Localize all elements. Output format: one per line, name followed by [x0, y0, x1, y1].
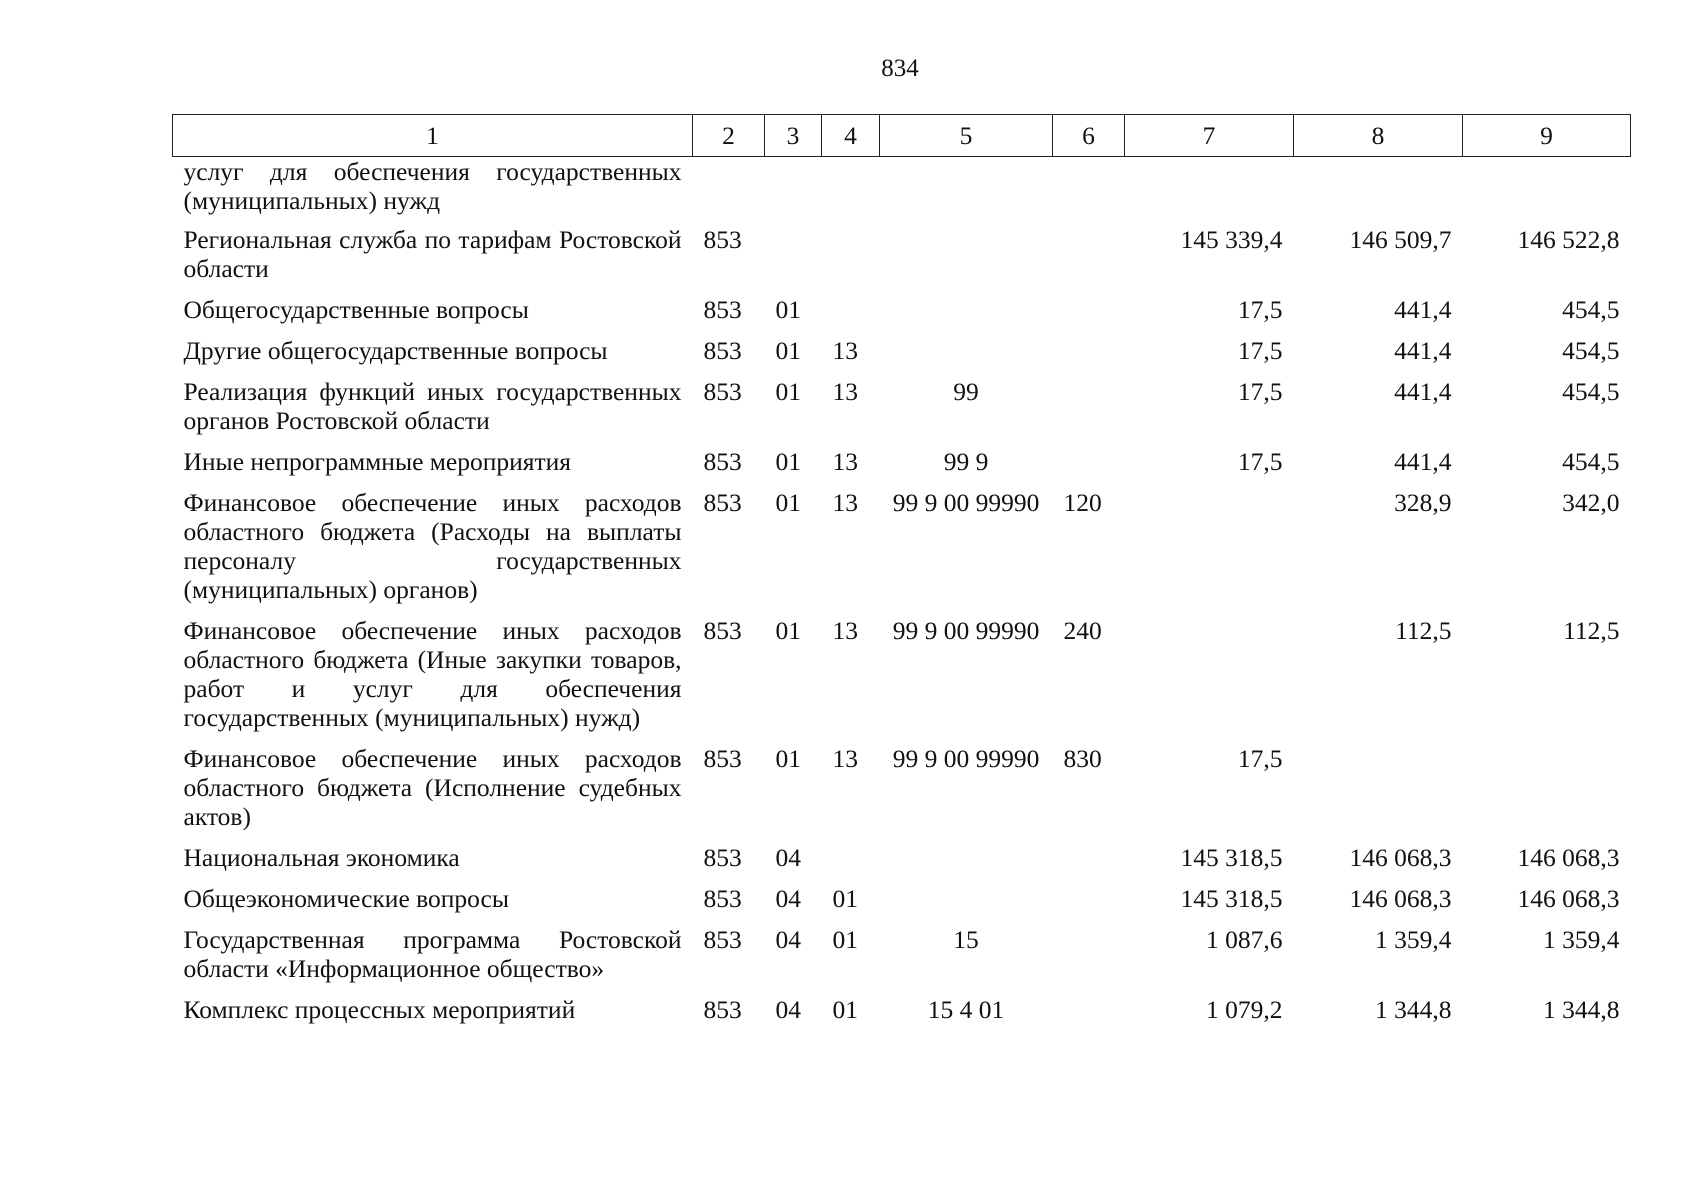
target-article-code: 15 4 01	[927, 995, 1005, 1024]
amount-col-8: 1 359,4	[1375, 925, 1452, 954]
subsection-code: 13	[832, 616, 858, 645]
target-article-code	[880, 157, 1053, 226]
ministry-code: 853	[703, 616, 742, 645]
section-code: 01	[775, 336, 801, 365]
amount-col-7: 17,5	[1237, 447, 1283, 476]
subsection-code: 13	[832, 336, 858, 365]
header-row	[173, 115, 1631, 157]
row-name: Реализация функций иных государственных органов Ростовской области	[183, 377, 682, 435]
subsection-code	[822, 843, 880, 884]
row-name: Государственная программа Ростовской области «Информационное общество»	[183, 925, 682, 983]
amount-col-9: 146 068,3	[1517, 843, 1620, 872]
target-article-code: 15	[953, 925, 979, 954]
amount-col-7: 17,5	[1237, 295, 1283, 324]
table-row	[173, 616, 1631, 744]
row-name: Иные непрограммные мероприятия	[183, 447, 572, 476]
target-article-code	[880, 884, 1053, 925]
table-row	[173, 488, 1631, 616]
target-article-code: 99	[953, 377, 979, 406]
expense-type-code	[1053, 157, 1125, 226]
column-header-3: 3	[765, 115, 822, 157]
page-number: 834	[881, 55, 919, 82]
amount-col-8: 328,9	[1394, 488, 1452, 517]
amount-col-8: 441,4	[1394, 336, 1452, 365]
amount-col-8: 1 344,8	[1375, 995, 1452, 1024]
section-code: 01	[775, 447, 801, 476]
column-header-6: 6	[1053, 115, 1125, 157]
section-code: 04	[775, 925, 801, 954]
subsection-code: 13	[832, 377, 858, 406]
amount-col-9: 146 068,3	[1517, 884, 1620, 913]
table-body	[173, 157, 1631, 1025]
expense-type-code	[1053, 377, 1125, 447]
amount-col-8: 146 068,3	[1349, 843, 1452, 872]
expense-type-code: 830	[1063, 744, 1102, 773]
column-header-8: 8	[1294, 115, 1463, 157]
section-code: 01	[775, 744, 801, 773]
amount-col-9: 454,5	[1562, 377, 1620, 406]
ministry-code: 853	[703, 884, 742, 913]
target-article-code	[880, 336, 1053, 377]
ministry-code: 853	[703, 336, 742, 365]
expense-type-code	[1053, 925, 1125, 995]
column-header-2: 2	[693, 115, 765, 157]
target-article-code: 99 9 00 99990	[892, 488, 1040, 517]
table-header	[173, 115, 1631, 157]
amount-col-9: 342,0	[1562, 488, 1620, 517]
amount-col-7: 17,5	[1237, 377, 1283, 406]
column-header-4: 4	[822, 115, 880, 157]
amount-col-7: 145 339,4	[1180, 225, 1283, 254]
subsection-code: 01	[832, 995, 858, 1024]
table-row	[173, 157, 1631, 226]
table-row	[173, 925, 1631, 995]
column-header-5: 5	[880, 115, 1053, 157]
amount-col-8: 146 509,7	[1349, 225, 1452, 254]
amount-col-8: 441,4	[1394, 295, 1452, 324]
subsection-code: 13	[832, 744, 858, 773]
amount-col-9	[1463, 157, 1631, 226]
amount-col-7: 145 318,5	[1180, 884, 1283, 913]
amount-col-7	[1125, 157, 1294, 226]
expense-type-code	[1053, 336, 1125, 377]
amount-col-9: 454,5	[1562, 336, 1620, 365]
expense-type-code	[1053, 225, 1125, 295]
row-name: Другие общегосударственные вопросы	[183, 336, 608, 365]
subsection-code: 13	[832, 447, 858, 476]
amount-col-8: 146 068,3	[1349, 884, 1452, 913]
table-row	[173, 843, 1631, 884]
amount-col-9: 112,5	[1563, 616, 1620, 645]
table-row	[173, 447, 1631, 488]
amount-col-9: 1 344,8	[1543, 995, 1620, 1024]
amount-col-8	[1294, 157, 1463, 226]
section-code: 01	[775, 295, 801, 324]
expense-type-code: 240	[1063, 616, 1102, 645]
target-article-code: 99 9 00 99990	[892, 616, 1040, 645]
row-name: Финансовое обеспечение иных расходов областного бюджета (Расходы на выплаты персоналу государственных (муниципальных) органов)	[183, 488, 682, 604]
row-name: Финансовое обеспечение иных расходов областного бюджета (Иные закупки товаров, работ и услуг для обеспечения государственных (муниципальных) нужд)	[183, 616, 682, 732]
ministry-code: 853	[703, 295, 742, 324]
ministry-code: 853	[703, 488, 742, 517]
amount-col-8	[1294, 744, 1463, 843]
subsection-code	[822, 295, 880, 336]
table-row	[173, 225, 1631, 295]
table-row	[173, 336, 1631, 377]
column-header-7: 7	[1125, 115, 1294, 157]
amount-col-8: 441,4	[1394, 377, 1452, 406]
expense-type-code	[1053, 843, 1125, 884]
expense-type-code	[1053, 995, 1125, 1024]
section-code: 04	[775, 843, 801, 872]
amount-col-7: 1 087,6	[1206, 925, 1283, 954]
target-article-code	[880, 225, 1053, 295]
amount-col-9: 1 359,4	[1543, 925, 1620, 954]
table-row	[173, 884, 1631, 925]
table-row	[173, 295, 1631, 336]
ministry-code: 853	[703, 843, 742, 872]
table-row	[173, 995, 1631, 1024]
subsection-code: 01	[832, 925, 858, 954]
row-name: услуг для обеспечения государственных (муниципальных) нужд	[183, 157, 682, 215]
row-name: Общеэкономические вопросы	[183, 884, 509, 913]
subsection-code: 01	[832, 884, 858, 913]
ministry-code: 853	[703, 925, 742, 954]
amount-col-9: 454,5	[1562, 295, 1620, 324]
column-header-1: 1	[173, 115, 693, 157]
amount-col-9: 146 522,8	[1517, 225, 1620, 254]
row-name: Финансовое обеспечение иных расходов областного бюджета (Исполнение судебных актов)	[183, 744, 682, 831]
section-code	[765, 157, 822, 226]
amount-col-7: 17,5	[1237, 336, 1283, 365]
section-code	[765, 225, 822, 295]
expense-type-code	[1053, 884, 1125, 925]
expense-type-code: 120	[1063, 488, 1102, 517]
section-code: 01	[775, 488, 801, 517]
ministry-code: 853	[703, 447, 742, 476]
row-name: Комплекс процессных мероприятий	[183, 995, 576, 1024]
row-name: Национальная экономика	[183, 843, 460, 872]
amount-col-9	[1463, 744, 1631, 843]
section-code: 01	[775, 616, 801, 645]
amount-col-7: 1 079,2	[1206, 995, 1283, 1024]
amount-col-7: 145 318,5	[1180, 843, 1283, 872]
ministry-code	[693, 157, 765, 226]
amount-col-7: 17,5	[1237, 744, 1283, 773]
target-article-code: 99 9	[943, 447, 989, 476]
section-code: 04	[775, 995, 801, 1024]
amount-col-7	[1125, 488, 1294, 616]
table-row	[173, 744, 1631, 843]
ministry-code: 853	[703, 995, 742, 1024]
target-article-code: 99 9 00 99990	[892, 744, 1040, 773]
subsection-code	[822, 157, 880, 226]
expense-type-code	[1053, 295, 1125, 336]
section-code: 04	[775, 884, 801, 913]
row-name: Региональная служба по тарифам Ростовской области	[183, 225, 682, 283]
row-name: Общегосударственные вопросы	[183, 295, 529, 324]
target-article-code	[880, 843, 1053, 884]
amount-col-8: 112,5	[1395, 616, 1452, 645]
amount-col-7	[1125, 616, 1294, 744]
ministry-code: 853	[703, 377, 742, 406]
ministry-code: 853	[703, 744, 742, 773]
column-header-9: 9	[1463, 115, 1631, 157]
target-article-code	[880, 295, 1053, 336]
amount-col-8: 441,4	[1394, 447, 1452, 476]
table-row	[173, 377, 1631, 447]
section-code: 01	[775, 377, 801, 406]
expense-type-code	[1053, 447, 1125, 488]
ministry-code: 853	[703, 225, 742, 254]
subsection-code	[822, 225, 880, 295]
amount-col-9: 454,5	[1562, 447, 1620, 476]
subsection-code: 13	[832, 488, 858, 517]
budget-table	[172, 114, 1631, 1024]
